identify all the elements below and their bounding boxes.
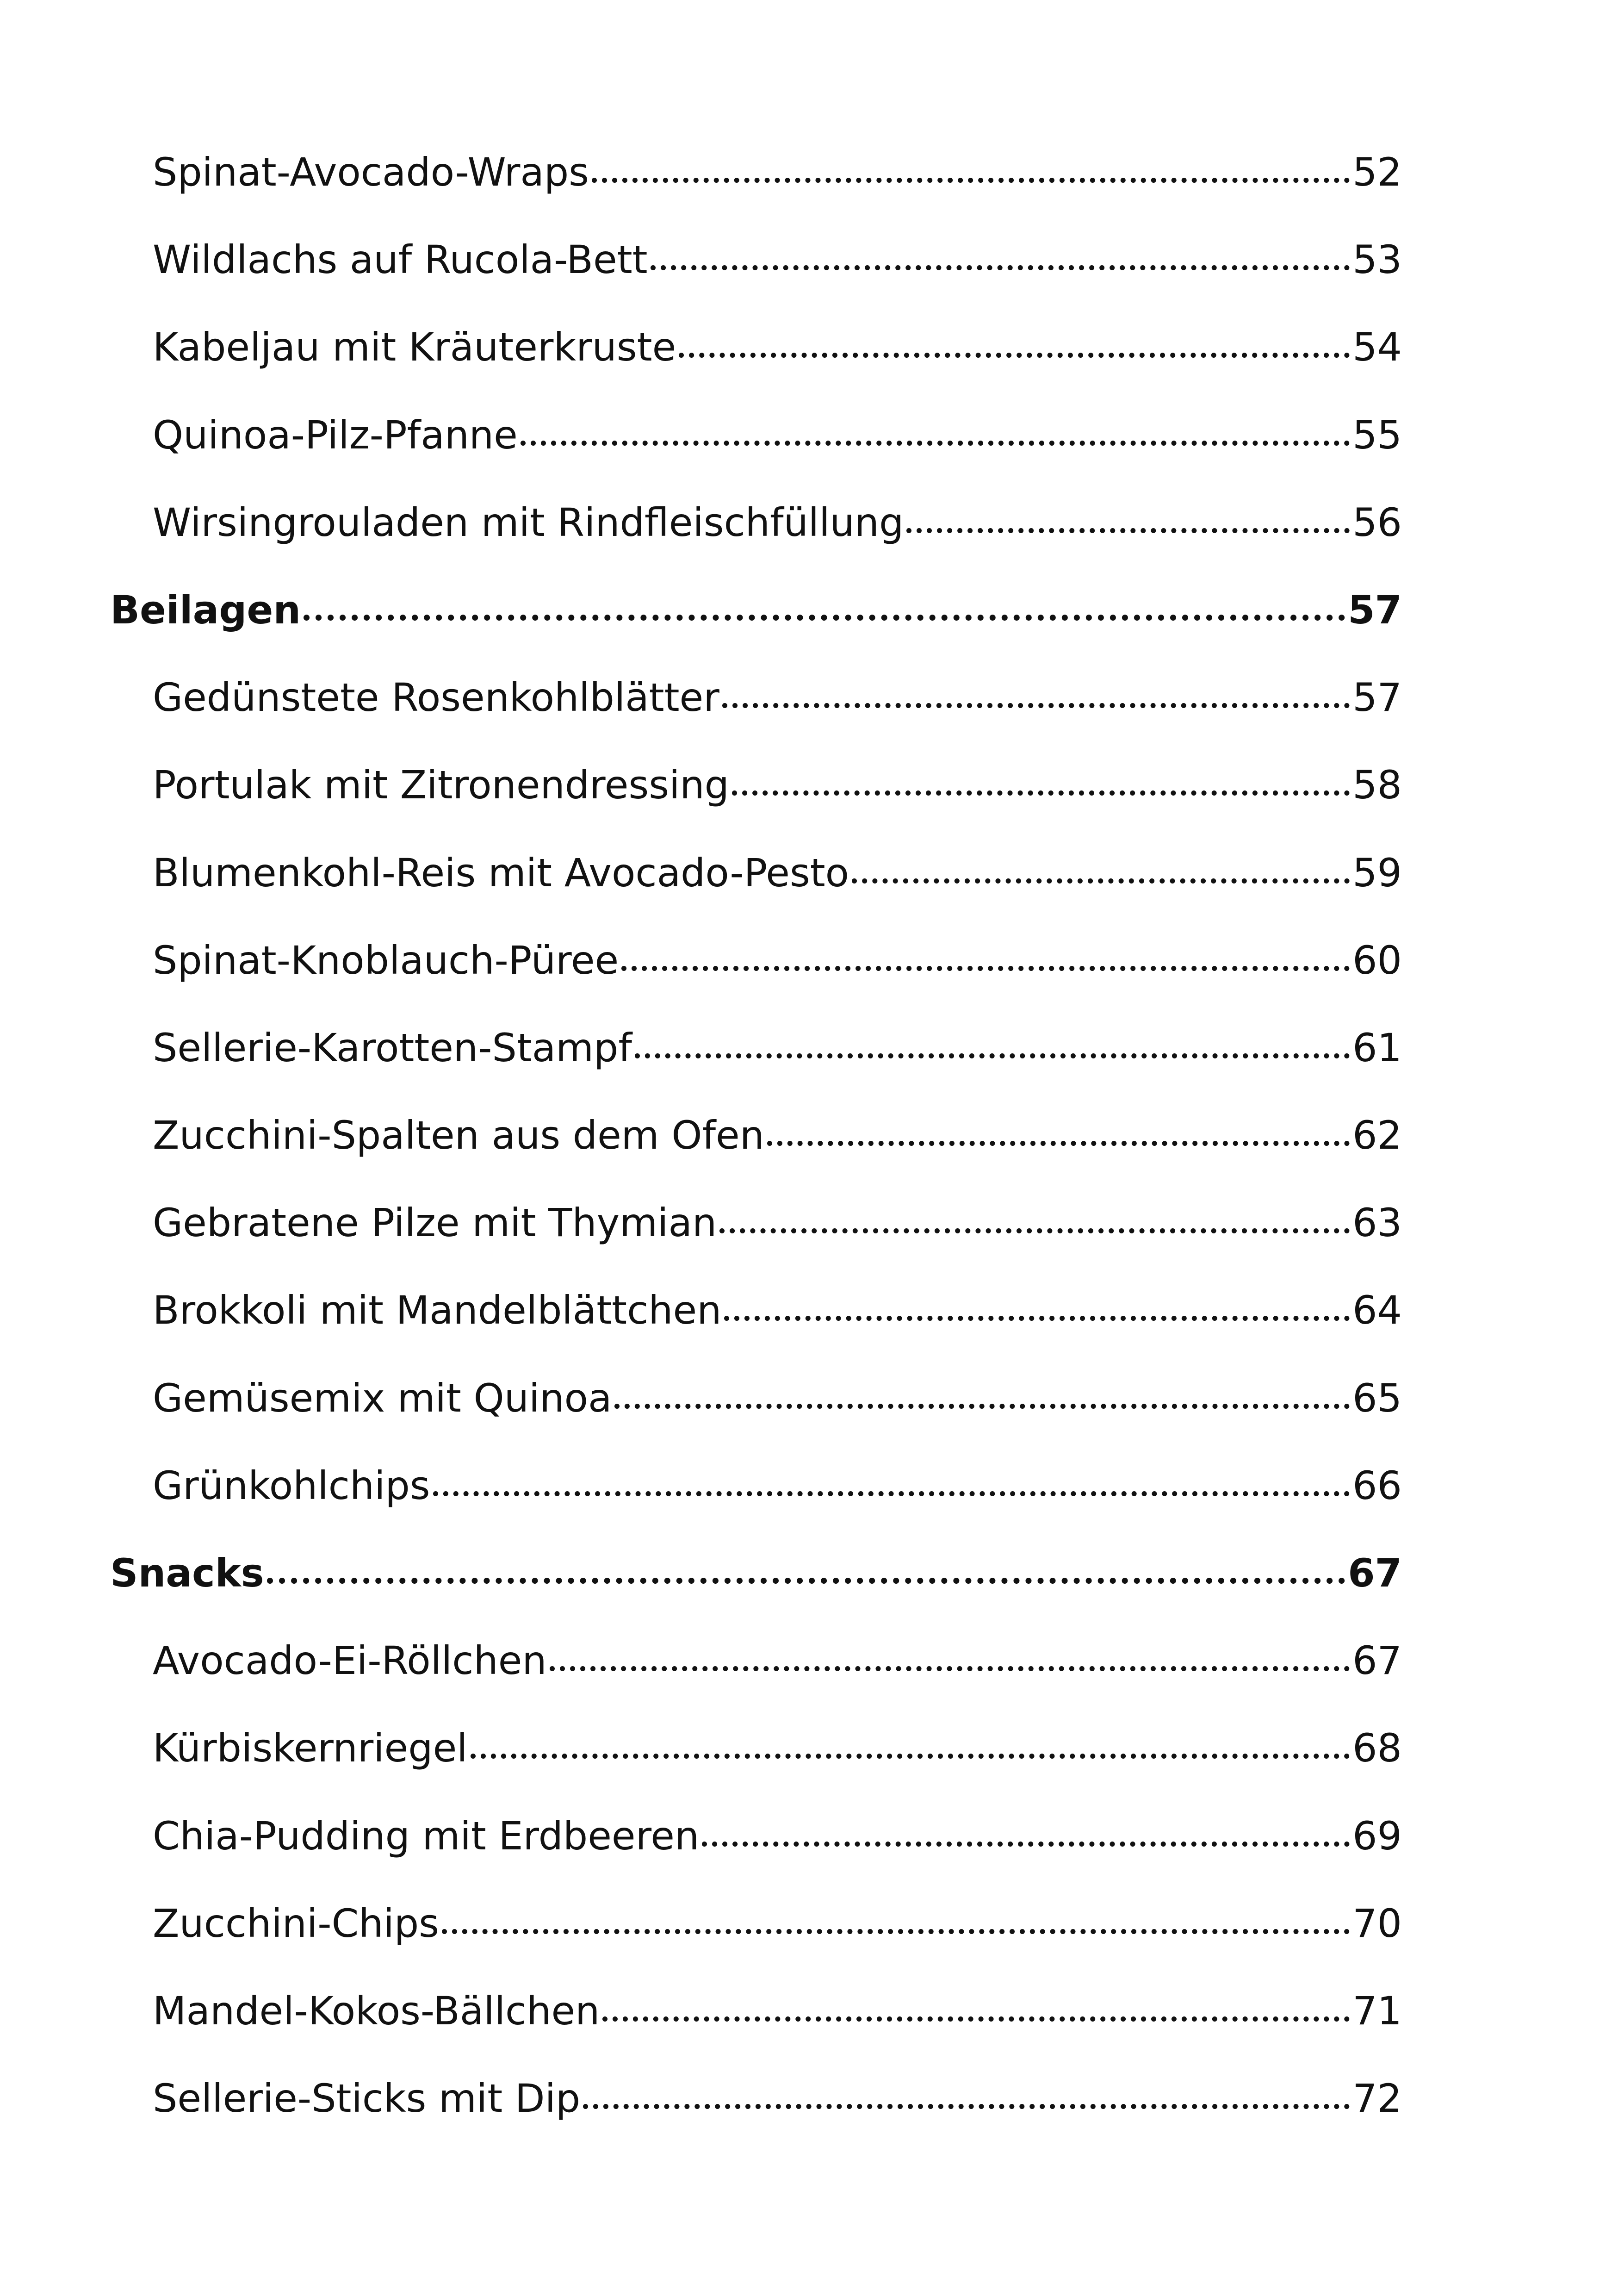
dot-leader bbox=[521, 441, 1350, 446]
toc-entry-page: 62 bbox=[1352, 1113, 1402, 1158]
dot-leader bbox=[442, 1929, 1350, 1934]
toc-entry-title: Sellerie-Sticks mit Dip bbox=[153, 2076, 581, 2122]
dot-leader bbox=[651, 265, 1350, 270]
dot-leader bbox=[724, 1316, 1350, 1321]
toc-entry-page: 68 bbox=[1352, 1725, 1402, 1771]
toc-entry[interactable] bbox=[110, 1988, 1402, 2079]
dot-leader bbox=[583, 2104, 1350, 2109]
toc-entry[interactable] bbox=[110, 1200, 1402, 1291]
toc-entry-title: Portulak mit Zitronendressing bbox=[153, 762, 729, 808]
toc-entry-title: Avocado-Ei-Röllchen bbox=[153, 1638, 547, 1684]
toc-entry-title: Gemüsemix mit Quinoa bbox=[153, 1375, 612, 1421]
toc-entry[interactable] bbox=[110, 412, 1402, 503]
dot-leader bbox=[471, 1754, 1350, 1759]
toc-entry[interactable] bbox=[110, 1462, 1402, 1554]
toc-entry-page: 64 bbox=[1352, 1288, 1402, 1333]
toc-entry[interactable] bbox=[110, 762, 1402, 853]
toc-section-title: Beilagen bbox=[110, 587, 301, 633]
dot-leader bbox=[602, 2016, 1350, 2022]
dot-leader bbox=[635, 1053, 1350, 1058]
dot-leader bbox=[906, 528, 1350, 533]
toc-entry-title: Spinat-Knoblauch-Püree bbox=[153, 937, 619, 983]
toc-entry-page: 57 bbox=[1352, 675, 1402, 721]
toc-entry-page: 67 bbox=[1352, 1638, 1402, 1684]
toc-entry[interactable] bbox=[110, 2076, 1402, 2166]
toc-entry-title: Gedünstete Rosenkohlblätter bbox=[153, 675, 719, 721]
toc-entry-title: Kürbiskernriegel bbox=[153, 1725, 468, 1771]
toc-entry-page: 63 bbox=[1352, 1200, 1402, 1246]
toc-entry-page: 52 bbox=[1352, 149, 1402, 195]
toc-entry[interactable] bbox=[110, 1375, 1402, 1466]
toc-entry-page: 66 bbox=[1352, 1462, 1402, 1508]
dot-leader bbox=[852, 878, 1350, 884]
toc-entry-page: 61 bbox=[1352, 1025, 1402, 1070]
toc-entry-title: Wildlachs auf Rucola-Bett bbox=[153, 237, 648, 283]
toc-entry-title: Gebratene Pilze mit Thymian bbox=[153, 1200, 717, 1246]
toc-entry-page: 71 bbox=[1352, 1988, 1402, 2034]
toc-entry-page: 70 bbox=[1352, 1900, 1402, 1946]
toc-entry-title: Kabeljau mit Kräuterkruste bbox=[153, 324, 676, 370]
dot-leader bbox=[550, 1666, 1350, 1671]
dot-leader bbox=[722, 703, 1350, 708]
toc-entry-page: 53 bbox=[1352, 237, 1402, 283]
dot-leader bbox=[621, 966, 1350, 971]
toc-entry-title: Spinat-Avocado-Wraps bbox=[153, 149, 589, 195]
toc-entry-page: 56 bbox=[1352, 499, 1402, 545]
toc-section-snacks[interactable] bbox=[110, 1550, 1402, 1641]
toc-entry[interactable] bbox=[110, 675, 1402, 765]
toc-section-page: 57 bbox=[1348, 587, 1402, 633]
toc-entry-page: 54 bbox=[1352, 324, 1402, 370]
toc-entry[interactable] bbox=[110, 1288, 1402, 1378]
dot-leader bbox=[267, 1578, 1345, 1584]
toc-entry[interactable] bbox=[110, 850, 1402, 941]
toc-entry[interactable] bbox=[110, 237, 1402, 328]
toc-entry-title: Grünkohlchips bbox=[153, 1462, 430, 1508]
toc-section-page: 67 bbox=[1348, 1550, 1402, 1596]
toc-entry[interactable] bbox=[110, 1025, 1402, 1116]
toc-entry-title: Zucchini-Chips bbox=[153, 1900, 439, 1946]
toc-entry[interactable] bbox=[110, 1813, 1402, 1904]
toc-section-title: Snacks bbox=[110, 1550, 264, 1596]
dot-leader bbox=[614, 1404, 1350, 1409]
toc-entry[interactable] bbox=[110, 1725, 1402, 1816]
toc-entry-page: 60 bbox=[1352, 937, 1402, 983]
table-of-contents bbox=[110, 149, 1402, 2166]
toc-entry[interactable] bbox=[110, 937, 1402, 1028]
toc-entry-title: Wirsingrouladen mit Rindfleischfüllung bbox=[153, 499, 904, 545]
dot-leader bbox=[304, 615, 1345, 621]
toc-entry-page: 65 bbox=[1352, 1375, 1402, 1421]
toc-entry-title: Chia-Pudding mit Erdbeeren bbox=[153, 1813, 700, 1859]
toc-entry-page: 58 bbox=[1352, 762, 1402, 808]
toc-entry[interactable] bbox=[110, 324, 1402, 415]
toc-entry[interactable] bbox=[110, 1638, 1402, 1729]
dot-leader bbox=[702, 1842, 1350, 1847]
dot-leader bbox=[732, 790, 1350, 796]
toc-entry-title: Quinoa-Pilz-Pfanne bbox=[153, 412, 518, 458]
toc-section-beilagen[interactable] bbox=[110, 587, 1402, 678]
dot-leader bbox=[719, 1228, 1350, 1233]
toc-entry[interactable] bbox=[110, 149, 1402, 240]
toc-entry[interactable] bbox=[110, 499, 1402, 591]
dot-leader bbox=[433, 1491, 1350, 1496]
toc-entry-page: 69 bbox=[1352, 1813, 1402, 1859]
dot-leader bbox=[679, 353, 1350, 358]
dot-leader bbox=[592, 178, 1350, 183]
toc-entry[interactable] bbox=[110, 1900, 1402, 1991]
toc-entry-page: 55 bbox=[1352, 412, 1402, 458]
toc-entry-title: Mandel-Kokos-Bällchen bbox=[153, 1988, 600, 2034]
toc-entry-title: Zucchini-Spalten aus dem Ofen bbox=[153, 1113, 764, 1158]
toc-entry[interactable] bbox=[110, 1113, 1402, 1203]
toc-entry-title: Blumenkohl-Reis mit Avocado-Pesto bbox=[153, 850, 849, 896]
toc-entry-title: Sellerie-Karotten-Stampf bbox=[153, 1025, 632, 1070]
toc-entry-page: 72 bbox=[1352, 2076, 1402, 2122]
toc-entry-title: Brokkoli mit Mandelblättchen bbox=[153, 1288, 722, 1333]
toc-entry-page: 59 bbox=[1352, 850, 1402, 896]
dot-leader bbox=[767, 1141, 1350, 1146]
